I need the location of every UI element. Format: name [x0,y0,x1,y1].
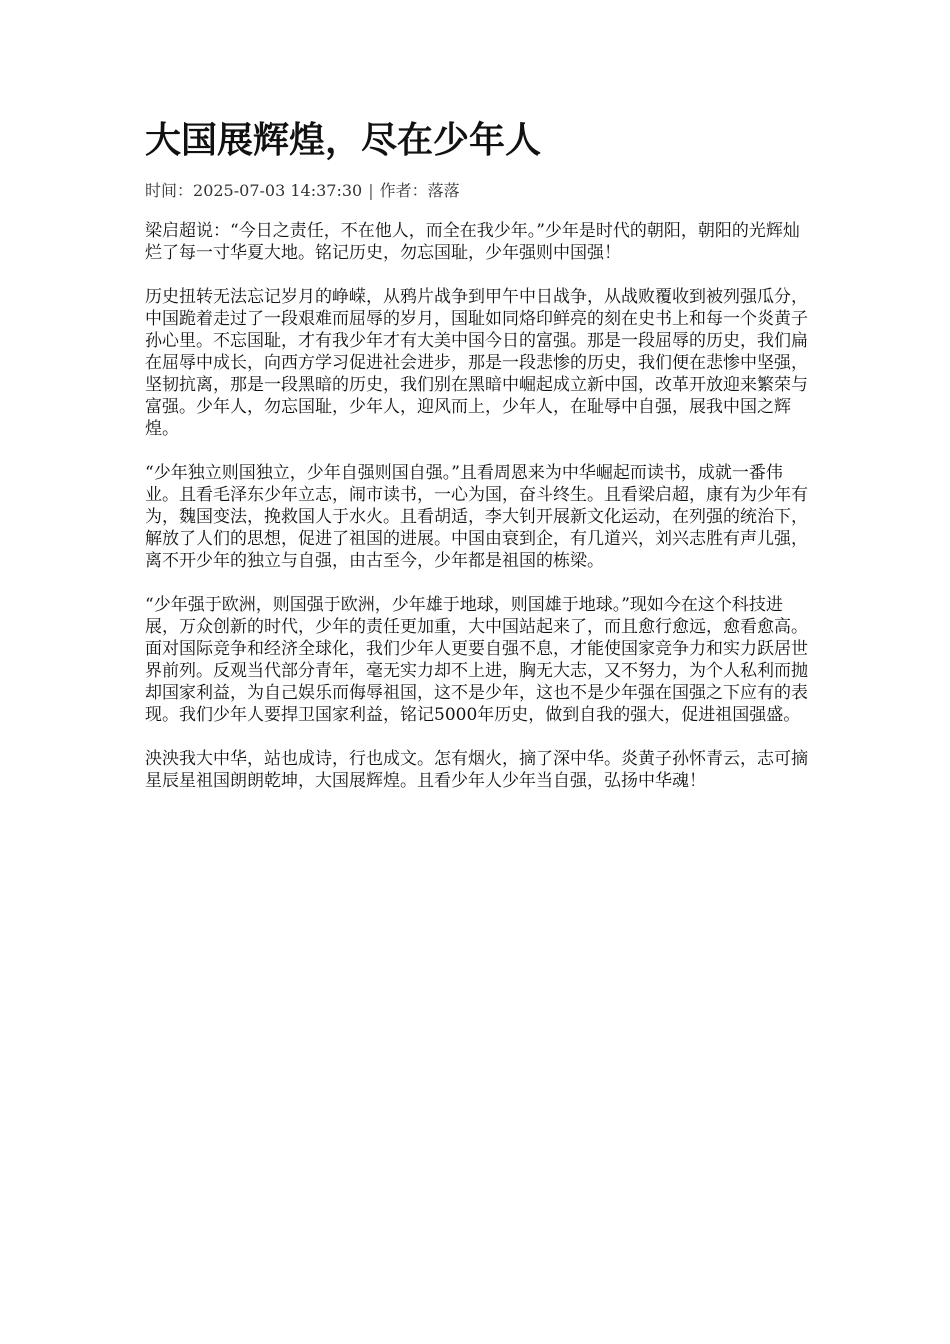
meta-separator: | [368,181,374,200]
author-value: 落落 [427,181,460,200]
paragraph: 梁启超说：“今日之责任，不在他人，而全在我少年。”少年是时代的朝阳，朝阳的光辉灿烂了每一寸华夏大地。铭记历史，勿忘国耻，少年强则中国强！ [145,221,800,263]
time-value: 2025-07-03 14:37:30 [193,181,363,200]
article-body [145,220,809,792]
article-title: 大国展辉煌，尽在少年人 [145,119,542,161]
paragraph: “少年独立则国独立，少年自强则国自强。”且看周恩来为中华崛起而读书，成就一番伟业。且看毛泽东少年立志，闹市读书，一心为国，奋斗终生。且看梁启超，康有为少年有为，魏国变法，挽救国人于水火。且看胡适，李大钊开展新文化运动，在列强的统治下，解放了人们的思想，促进了祖国的进展。中国由衰到企，有几道兴，刘兴志胜有声儿强，离不开少年的独立与自强，由古至今，少年都是祖国的栋梁。 [145,463,808,571]
article [145,116,809,814]
paragraph: 泱泱我大中华，站也成诗，行也成文。怎有烟火，摘了深中华。炎黄子孙怀青云，志可摘星辰星祖国朗朗乾坤，大国展辉煌。且看少年人少年当自强，弘扬中华魂！ [145,749,808,791]
time-label: 时间： [145,181,194,200]
paragraph: “少年强于欧洲，则国强于欧洲，少年雄于地球，则国雄于地球。”现如今在这个科技进展，万众创新的时代，少年的责任更加重，大中国站起来了，而且愈行愈远，愈看愈高。面对国际竞争和经济全球化，我们少年人更要自强不息，才能使国家竞争力和实力跃居世界前列。反观当代部分青年，毫无实力却不上进，胸无大志，又不努力，为个人私利而抛却国家利益，为自己娱乐而侮辱祖国，这不是少年，这也不是少年强在国强之下应有的表现。我们少年人要捍卫国家利益，铭记5000年历史，做到自我的强大，促进祖国强盛。 [145,595,808,725]
author-label: 作者： [379,181,428,200]
article-meta [145,180,809,202]
paragraph: 历史扭转无法忘记岁月的峥嵘，从鸦片战争到甲午中日战争，从战败覆收到被列强瓜分，中国跪着走过了一段艰难而屈辱的岁月，国耻如同烙印鲜亮的刻在史书上和每一个炎黄子孙心里。不忘国耻，才有我少年才有大美中国今日的富强。那是一段屈辱的历史，我们扁在屈辱中成长，向西方学习促进社会进步，那是一段悲惨的历史，我们便在悲惨中坚强，坚韧抗离，那是一段黑暗的历史，我们别在黑暗中崛起成立新中国，改革开放迎来繁荣与富强。少年人，勿忘国耻，少年人，迎风而上，少年人，在耻辱中自强，展我中国之辉煌。 [145,287,808,439]
